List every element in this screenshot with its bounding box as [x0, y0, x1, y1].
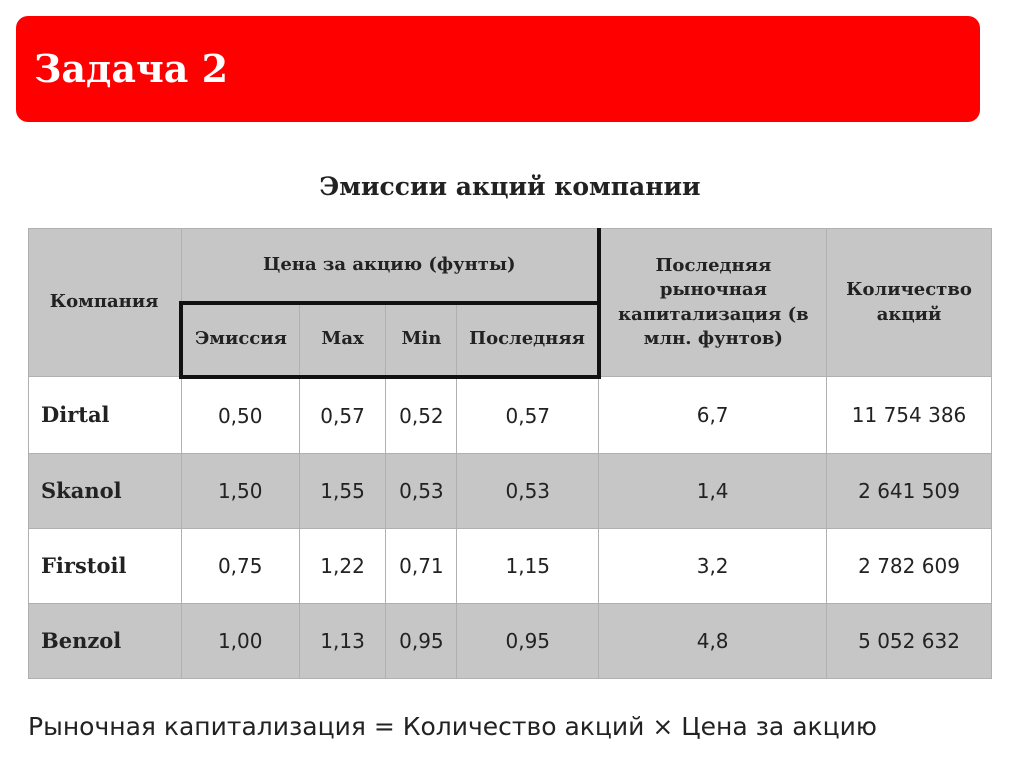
row-company: Dirtal — [29, 377, 182, 454]
cell-market-cap: 4,8 — [599, 603, 827, 678]
cell-min: 0,95 — [386, 603, 457, 678]
header-max: Max — [299, 303, 386, 377]
header-company: Компания — [29, 229, 182, 377]
cell-last: 0,95 — [457, 603, 599, 678]
cell-market-cap: 6,7 — [599, 377, 827, 454]
cell-min: 0,52 — [386, 377, 457, 454]
row-company: Benzol — [29, 603, 182, 678]
cell-shares: 5 052 632 — [827, 603, 992, 678]
formula-text: Рыночная капитализация = Количество акций × Цена за акцию — [28, 712, 877, 741]
row-company: Firstoil — [29, 528, 182, 603]
cell-market-cap: 3,2 — [599, 528, 827, 603]
cell-shares: 11 754 386 — [827, 377, 992, 454]
header-min: Min — [386, 303, 457, 377]
table-row — [29, 528, 992, 603]
cell-max: 1,55 — [299, 453, 386, 528]
table-row — [29, 603, 992, 678]
cell-max: 1,13 — [299, 603, 386, 678]
cell-last: 1,15 — [457, 528, 599, 603]
header-emission: Эмиссия — [181, 303, 299, 377]
row-company: Skanol — [29, 453, 182, 528]
cell-last: 0,53 — [457, 453, 599, 528]
slide-title: Задача 2 — [34, 46, 229, 91]
cell-shares: 2 782 609 — [827, 528, 992, 603]
header-market-cap: Последняя рыночная капитализация (в млн. фунтов) — [599, 229, 827, 377]
cell-emission: 0,50 — [181, 377, 299, 454]
cell-min: 0,71 — [386, 528, 457, 603]
cell-shares: 2 641 509 — [827, 453, 992, 528]
cell-last: 0,57 — [457, 377, 599, 454]
header-shares: Количество акций — [827, 229, 992, 377]
table-title: Эмиссии акций компании — [319, 172, 701, 201]
cell-market-cap: 1,4 — [599, 453, 827, 528]
table-row — [29, 453, 992, 528]
header-price-group: Цена за акцию (фунты) — [181, 229, 598, 303]
cell-min: 0,53 — [386, 453, 457, 528]
cell-emission: 1,50 — [181, 453, 299, 528]
cell-emission: 0,75 — [181, 528, 299, 603]
cell-emission: 1,00 — [181, 603, 299, 678]
title-banner — [16, 16, 980, 122]
stock-emission-table — [28, 228, 992, 679]
header-last: Последняя — [457, 303, 599, 377]
cell-max: 1,22 — [299, 528, 386, 603]
table-row — [29, 377, 992, 454]
cell-max: 0,57 — [299, 377, 386, 454]
